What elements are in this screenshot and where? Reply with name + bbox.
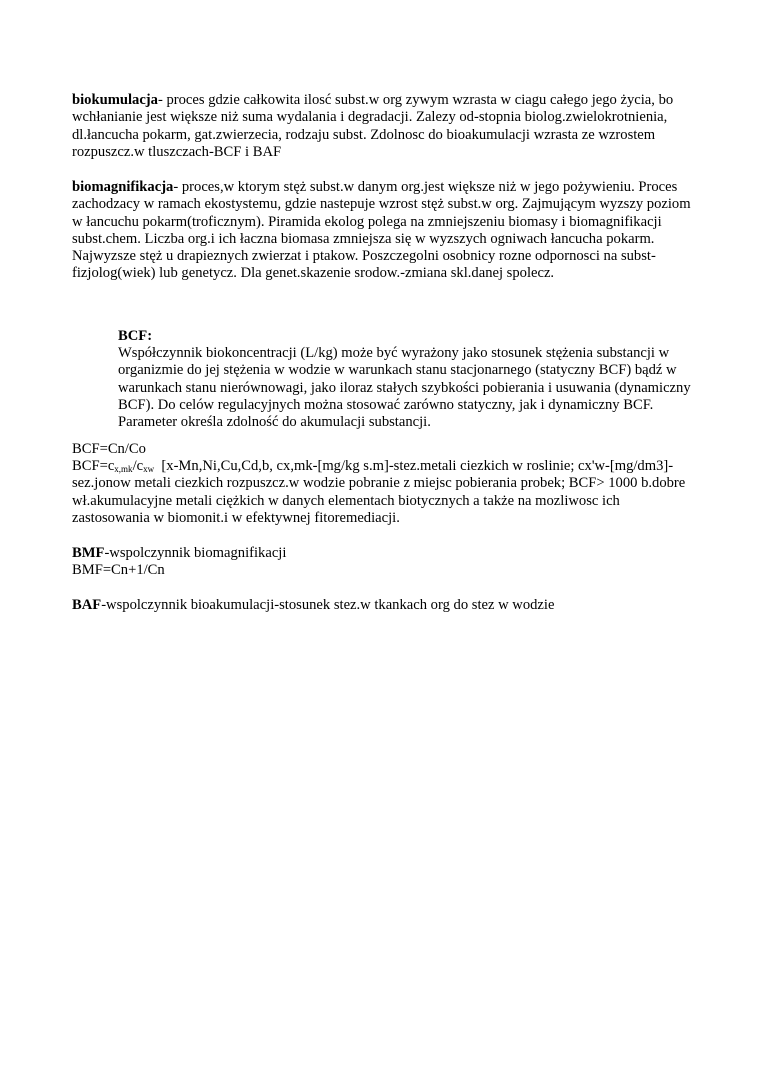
bmf-formula: BMF=Cn+1/Cn	[72, 562, 165, 578]
bcf-heading: BCF:	[118, 328, 153, 344]
paragraph-bmf: BMF-wspolczynnik biomagnifikacji	[72, 545, 287, 561]
term-bmf: BMF	[72, 545, 105, 561]
paragraph-bcf-definition: Współczynnik biokoncentracji (L/kg) może być wyrażony jako stosunek stężenia substancji w organizmie do jej stężenia w wodzie w warunkach stanu stacjonarnego (statyczny BCF) bądź w warunkach stanu nierównowagi, jako iloraz stałych szybkości pobierania i usuwania (dynamiczny BCF). Do celów regulacyjnych można stosować zarówno statyczny, jak i dynamiczny BCF. Parameter określa zdolność do akumulacji substancji.	[118, 345, 691, 431]
paragraph-biomagnifikacja	[72, 179, 692, 283]
text-biokumulacja: - proces gdzie całkowita ilosć subst.w org zywym wzrasta w ciagu całego jego życia, bo wchłanianie jest większe niż suma wydalania i degradacji. Zalezy od-stopnia biolog.zwielokrotnienia, dl.łancucha pokarm, gat.zwierzecia, rodzaju subst. Zdolnosc do bioakumulacji wzrasta ze wzrostem rozpuszcz.w tluszczach-BCF i BAF	[72, 92, 674, 160]
text-biomagnifikacja: - proces,w ktorym stęż subst.w danym org.jest większe niż w jego pożywieniu. Proces zachodzacy w ramach ekostystemu, gdzie nastepuje wzrost stęż subst.w org. Zajmującym wyzszy poziom w łancuchu pokarm(troficznym). Piramida ekolog polega na zmniejszeniu biomasy i biomagnifikacji subst.chem. Liczba org.i ich łaczna biomasa zmniejsza się w wyzszych ogniwach łancucha pokarm. Najwyzsze stęż u drapieznych zwierzat i ptakow. Poszczegolni osobnicy rozne odpornosci na subst-fizjolog(wiek) lub genetycz. Dla genet.skazenie srodow.-zmiana skl.danej spolecz.	[72, 179, 691, 282]
paragraph-baf: BAF-wspolczynnik bioakumulacji-stosunek stez.w tkankach org do stez w wodzie	[72, 597, 555, 613]
bcf-formula-1: BCF=Cn/Co	[72, 441, 146, 457]
subscript-xw: xw	[143, 464, 155, 474]
term-biomagnifikacja: biomagnifikacja	[72, 179, 174, 195]
term-baf: BAF	[72, 597, 102, 613]
subscript-xmk: x,mk	[114, 464, 133, 474]
paragraph-biokumulacja	[72, 92, 692, 161]
term-biokumulacja: biokumulacja	[72, 92, 158, 108]
paragraph-bcf-formula-2: $BCF=c_{x,mk}/c_{xw}$ [x-Mn,Ni,Cu,Cd,b, cx,mk-[mg/kg s.m]-stez.metali ciezkich w roslinie; cx'w-[mg/dm3]-sez.jonow metali ciezkich rozpuszcz.w wodzie pobranie z miejsc pobierania probek; BCF> 1000 b.dobre wł.akumulacyjne metali ciężkich w danych elementach biotycznych a także na mozliwosc ich zastosowania w biomonit.i w efektywnej fitoremediacji.	[72, 458, 689, 526]
